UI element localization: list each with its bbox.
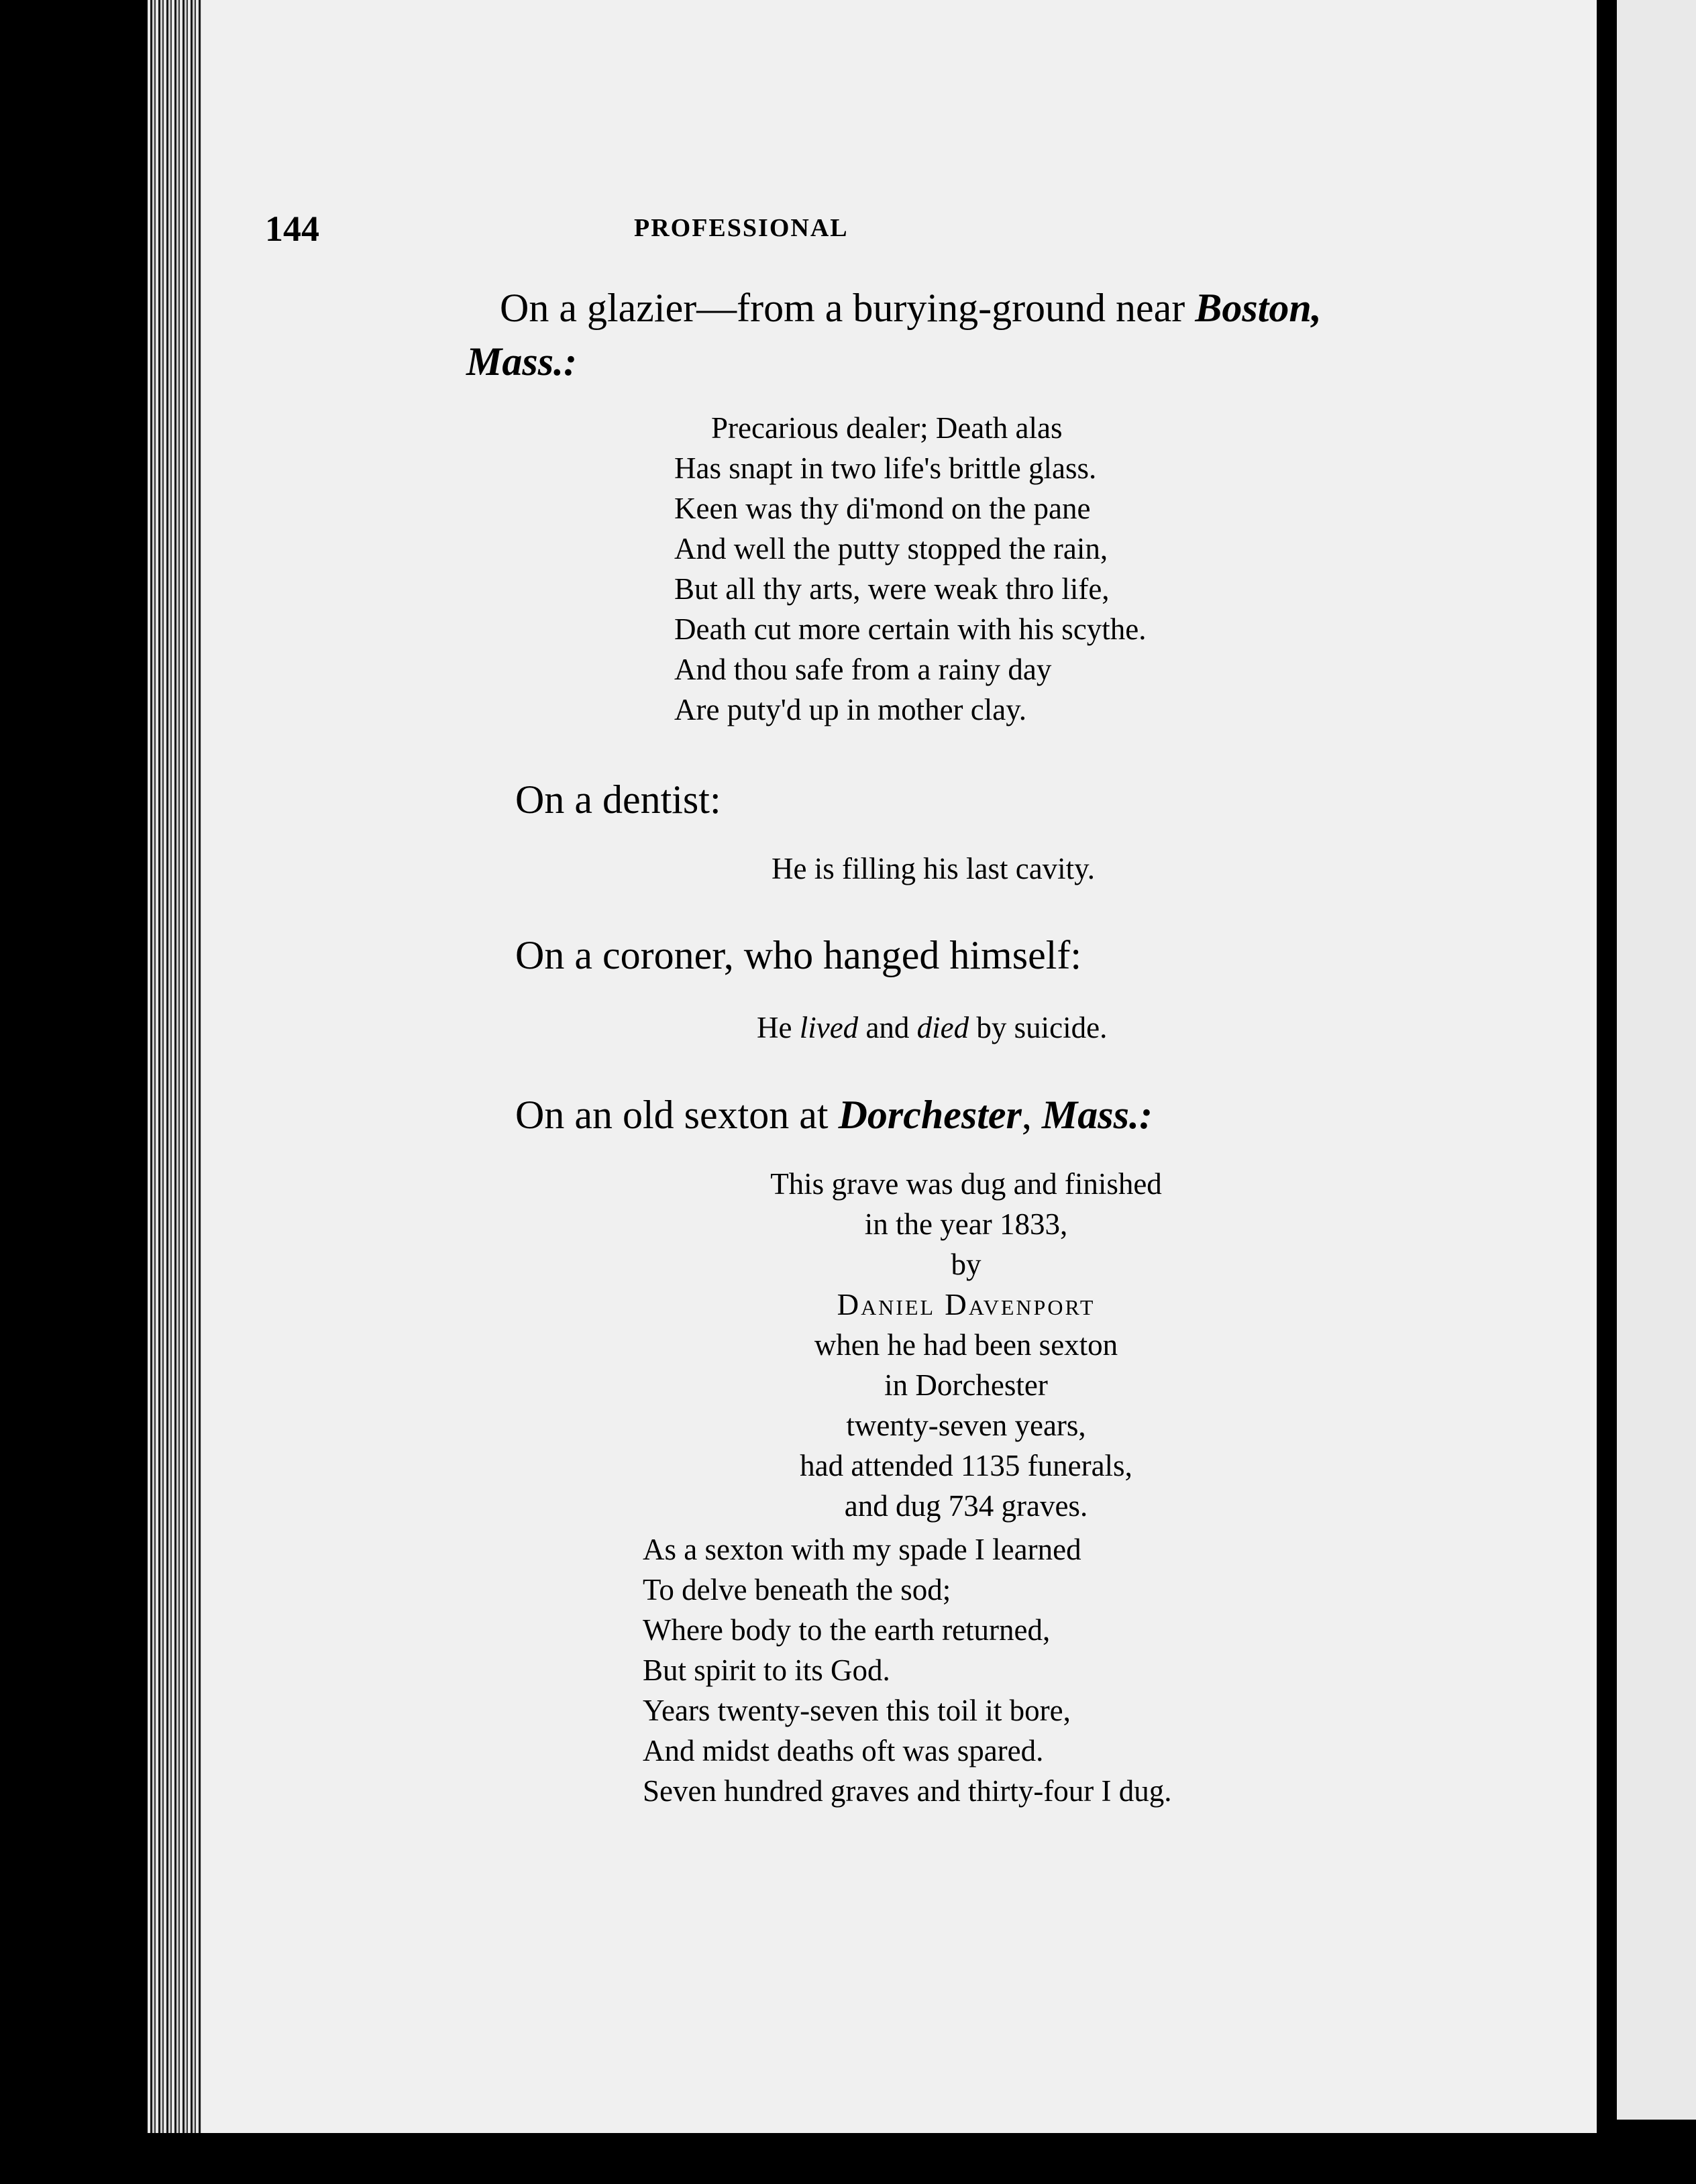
verse-line: And midst deaths oft was spared.	[643, 1734, 1044, 1767]
inscription-line: by	[951, 1248, 982, 1281]
dentist-heading: On a dentist:	[515, 777, 721, 822]
coroner-heading: On a coroner, who hanged himself:	[515, 933, 1082, 977]
epitaph-emphasis-died: died	[916, 1011, 969, 1044]
inscription-line: twenty-seven years,	[846, 1409, 1086, 1442]
coroner-epitaph	[757, 1007, 1107, 1048]
verse-line: But all thy arts, were weak thro life,	[674, 572, 1110, 606]
inscription-line: had attended 1135 funerals,	[800, 1449, 1132, 1482]
sexton-heading	[515, 1092, 1153, 1138]
scan-border	[0, 2133, 1696, 2184]
inscription-line: when he had been sexton	[814, 1328, 1118, 1362]
verse-line: But spirit to its God.	[643, 1653, 890, 1687]
inscription-line: and dug 734 graves.	[844, 1489, 1088, 1523]
verse-line: And well the putty stopped the rain,	[674, 532, 1108, 565]
verse-line: Death cut more certain with his scythe.	[674, 612, 1147, 646]
glazier-verse	[674, 408, 1147, 730]
running-head: PROFESSIONAL	[634, 214, 849, 242]
glazier-heading-state: Mass.:	[466, 339, 578, 384]
verse-line: Are puty'd up in mother clay.	[674, 693, 1027, 726]
verse-line: Precarious dealer; Death alas	[711, 411, 1063, 445]
book-page-edges	[148, 0, 208, 2140]
inscription-name: Daniel Davenport	[837, 1288, 1096, 1321]
sexton-inscription	[698, 1164, 1234, 1526]
dentist-epitaph: He is filling his last cavity.	[772, 852, 1096, 885]
verse-line: Keen was thy di'mond on the pane	[674, 492, 1091, 525]
page-number: 144	[265, 209, 319, 249]
sexton-heading-state: Mass.:	[1041, 1093, 1153, 1137]
epitaph-emphasis-lived: lived	[799, 1011, 859, 1044]
verse-line: Years twenty-seven this toil it bore,	[643, 1694, 1071, 1727]
inscription-line: This grave was dug and finished	[770, 1167, 1162, 1201]
inscription-line: in the year 1833,	[864, 1207, 1068, 1241]
inscription-line: in Dorchester	[884, 1368, 1048, 1402]
glazier-heading-line2	[466, 339, 577, 385]
verse-line: Has snapt in two life's brittle glass.	[674, 451, 1097, 485]
verse-line: As a sexton with my spade I learned	[643, 1533, 1081, 1566]
epitaph-text: He	[757, 1011, 800, 1044]
epitaph-text: by suicide.	[969, 1011, 1108, 1044]
glazier-heading	[500, 285, 1322, 331]
verse-line: To delve beneath the sod;	[643, 1573, 951, 1606]
sexton-heading-place: Dorchester	[838, 1093, 1022, 1137]
sexton-heading-comma: ,	[1021, 1093, 1042, 1137]
binding-shadow	[1607, 0, 1616, 2184]
sexton-heading-text: On an old sexton at	[515, 1093, 839, 1137]
facing-page-edge	[1617, 0, 1696, 2120]
sexton-verse	[643, 1529, 1172, 1811]
epitaph-text: and	[858, 1011, 917, 1044]
glazier-heading-text: On a glazier—from a burying-ground near	[500, 286, 1196, 330]
verse-line: And thou safe from a rainy day	[674, 653, 1052, 686]
verse-line: Where body to the earth returned,	[643, 1613, 1051, 1647]
glazier-heading-place: Boston,	[1195, 286, 1322, 330]
verse-line: Seven hundred graves and thirty-four I dug.	[643, 1774, 1172, 1808]
